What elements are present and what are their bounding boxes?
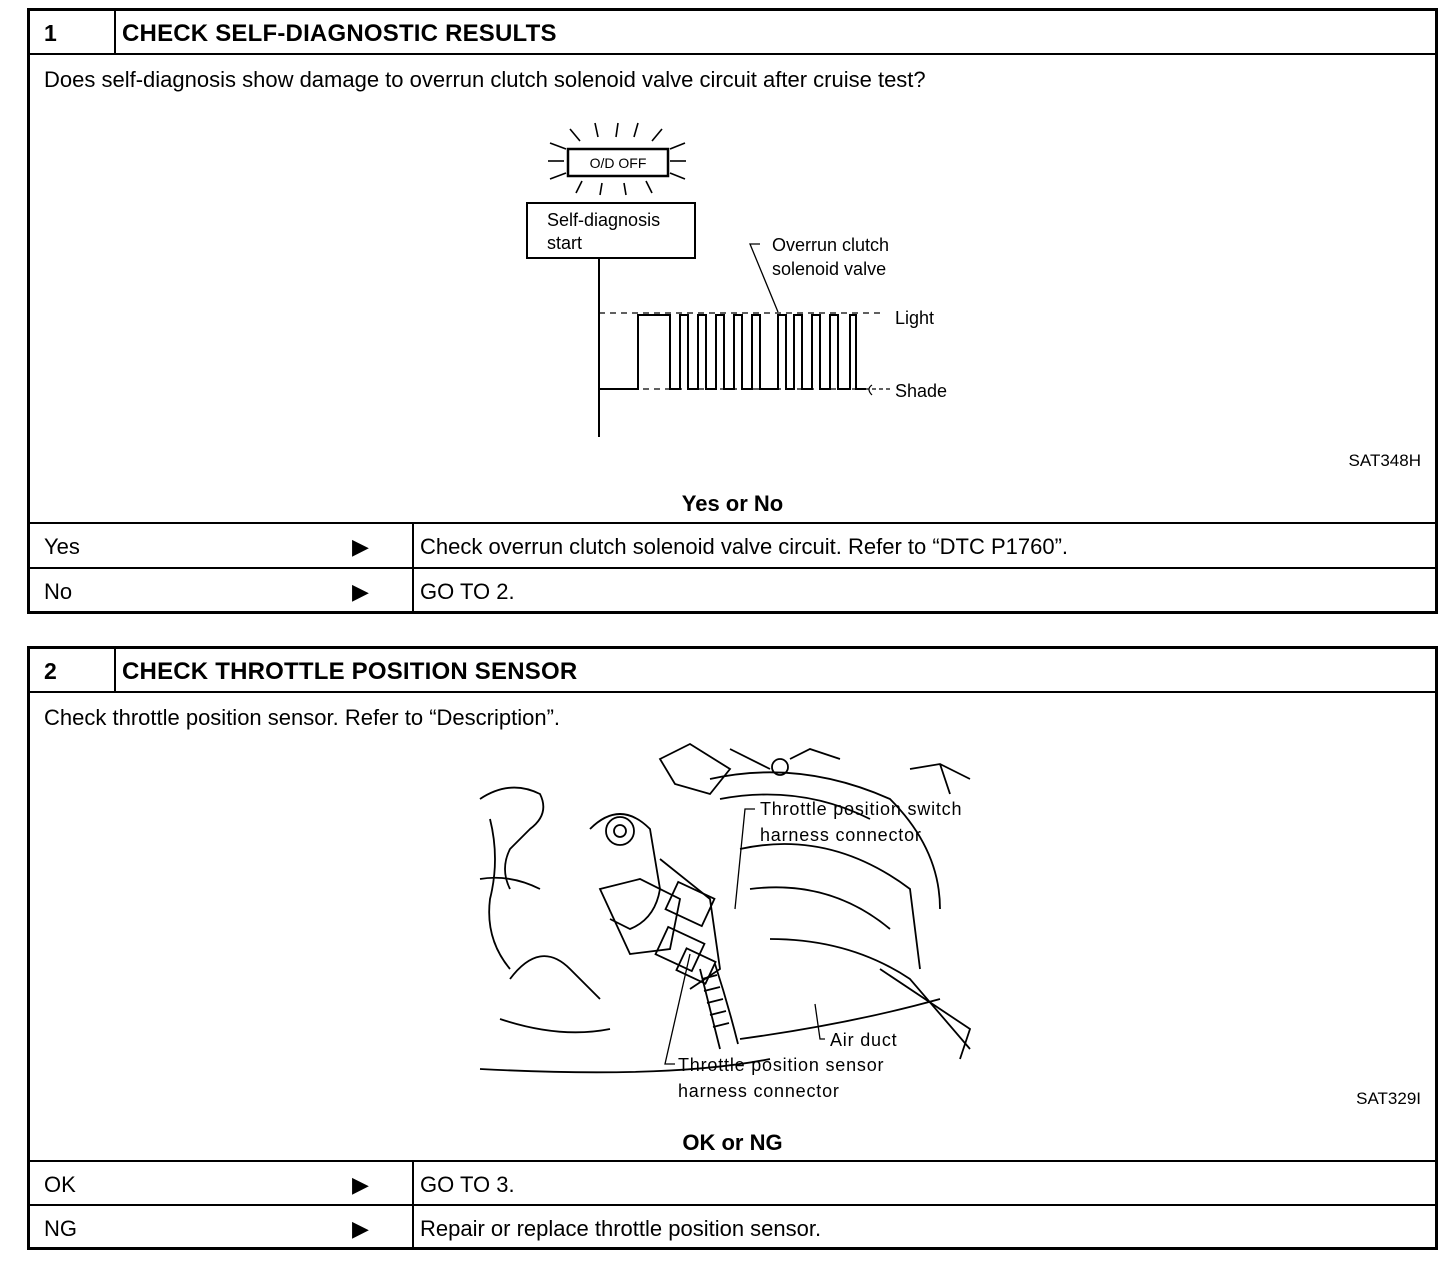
answer-label: NG: [44, 1216, 77, 1241]
decision-label: OK or NG: [682, 1130, 783, 1155]
step-2-header: [30, 649, 1435, 693]
step-question: Check throttle position sensor. Refer to “Description”.: [44, 705, 561, 730]
arrow-icon: ▶: [352, 1216, 369, 1241]
duct-label: Air duct: [830, 1030, 898, 1050]
switch-label-line1: Throttle position switch: [760, 799, 963, 819]
arrow-icon: ▶: [352, 579, 369, 604]
action-text: Check overrun clutch solenoid valve circuit. Refer to “DTC P1760”.: [420, 534, 1069, 559]
light-label: Light: [895, 308, 935, 328]
arrow-icon: ▶: [352, 1172, 369, 1197]
step-title: CHECK SELF-DIAGNOSTIC RESULTS: [122, 20, 557, 47]
shade-label: Shade: [895, 381, 948, 401]
step-1-table: [27, 8, 1438, 614]
answer-label: OK: [44, 1172, 76, 1197]
start-label-line1: Self-diagnosis: [547, 210, 661, 230]
valve-label-line2: solenoid valve: [772, 259, 887, 279]
answer-row-no: [30, 567, 1435, 612]
decision-label: Yes or No: [681, 491, 784, 516]
step-question: Does self-diagnosis show damage to overrun clutch solenoid valve circuit after cruise test?: [44, 67, 926, 92]
answer-row-ok: [30, 1160, 1435, 1205]
answer-label: Yes: [44, 534, 80, 559]
figure-code: SAT348H: [1348, 451, 1421, 470]
sensor-label-line1: Throttle position sensor: [678, 1055, 885, 1075]
switch-label-line2: harness connector: [760, 825, 922, 845]
answer-row-ng: [30, 1204, 1435, 1249]
sensor-label-line2: harness connector: [678, 1081, 840, 1099]
step-number: 2: [44, 658, 57, 684]
pulse-waveform: [599, 315, 866, 389]
self-diagnosis-timing-diagram: [510, 119, 990, 439]
step-2-table: [27, 646, 1438, 1250]
action-text: GO TO 2.: [420, 579, 515, 604]
throttle-sensor-illustration: [470, 739, 980, 1099]
action-text: GO TO 3.: [420, 1172, 515, 1197]
valve-label-line1: Overrun clutch: [772, 235, 890, 255]
step-1-header: [30, 11, 1435, 55]
start-label-line2: start: [547, 233, 583, 253]
engine-drawing-icon: [480, 744, 970, 1072]
lamp-label: O/D OFF: [589, 155, 647, 171]
step-number: 1: [44, 20, 57, 46]
answer-row-yes: [30, 522, 1435, 567]
step-title: CHECK THROTTLE POSITION SENSOR: [122, 658, 578, 685]
figure-code: SAT329I: [1356, 1089, 1421, 1108]
action-text: Repair or replace throttle position sensor.: [420, 1216, 822, 1241]
answer-label: No: [44, 579, 73, 604]
arrow-icon: ▶: [352, 534, 369, 559]
